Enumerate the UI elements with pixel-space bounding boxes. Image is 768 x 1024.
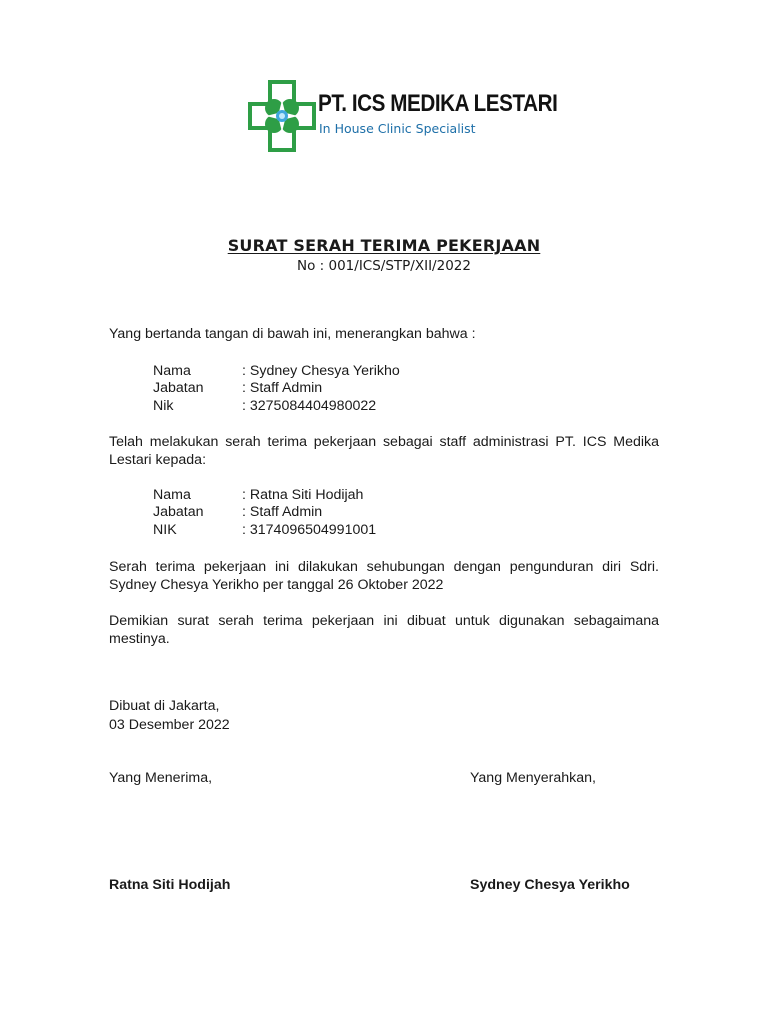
company-tagline: In House Clinic Specialist [319,121,476,136]
giver-name: Sydney Chesya Yerikho [470,877,630,893]
date-text: 03 Desember 2022 [109,717,230,733]
party-one-name-label: Nama [153,363,191,379]
reason-paragraph: Serah terima pekerjaan ini dilakukan sehubungan dengan pengunduran diri Sdri. Sydney Chesya Yerikho per tanggal 26 Oktober 2022 [109,559,659,593]
party-one-position-label: Jabatan [153,380,204,396]
document-title: SURAT SERAH TERIMA PEKERJAAN [227,236,541,255]
intro-text: Yang bertanda tangan di bawah ini, menerangkan bahwa : [109,326,476,342]
party-two-name-label: Nama [153,487,191,503]
party-two-position-value: : Staff Admin [242,504,323,520]
handover-paragraph: Telah melakukan serah terima pekerjaan sebagai staff administrasi PT. ICS Medika Lestari kepada: [109,434,659,468]
document-number: No : 001/ICS/STP/XII/2022 [297,258,471,274]
receiver-label: Yang Menerima, [109,770,213,786]
party-one-id-label: Nik [153,398,174,414]
closing-paragraph: Demikian surat serah terima pekerjaan ini dibuat untuk digunakan sebagaimana mestinya. [109,613,659,647]
company-name: PT. ICS MEDIKA LESTARI [318,90,558,117]
receiver-name: Ratna Siti Hodijah [109,877,231,893]
place-text: Dibuat di Jakarta, [109,698,220,714]
party-one-name-value: : Sydney Chesya Yerikho [242,363,400,379]
party-two-id-value: : 3174096504991001 [242,522,377,538]
party-one-position-value: : Staff Admin [242,380,323,396]
company-logo-icon [248,80,316,152]
giver-label: Yang Menyerahkan, [470,770,596,786]
party-two-position-label: Jabatan [153,504,204,520]
party-two-id-label: NIK [153,522,177,538]
party-two-name-value: : Ratna Siti Hodijah [242,487,364,503]
party-one-id-value: : 3275084404980022 [242,398,377,414]
